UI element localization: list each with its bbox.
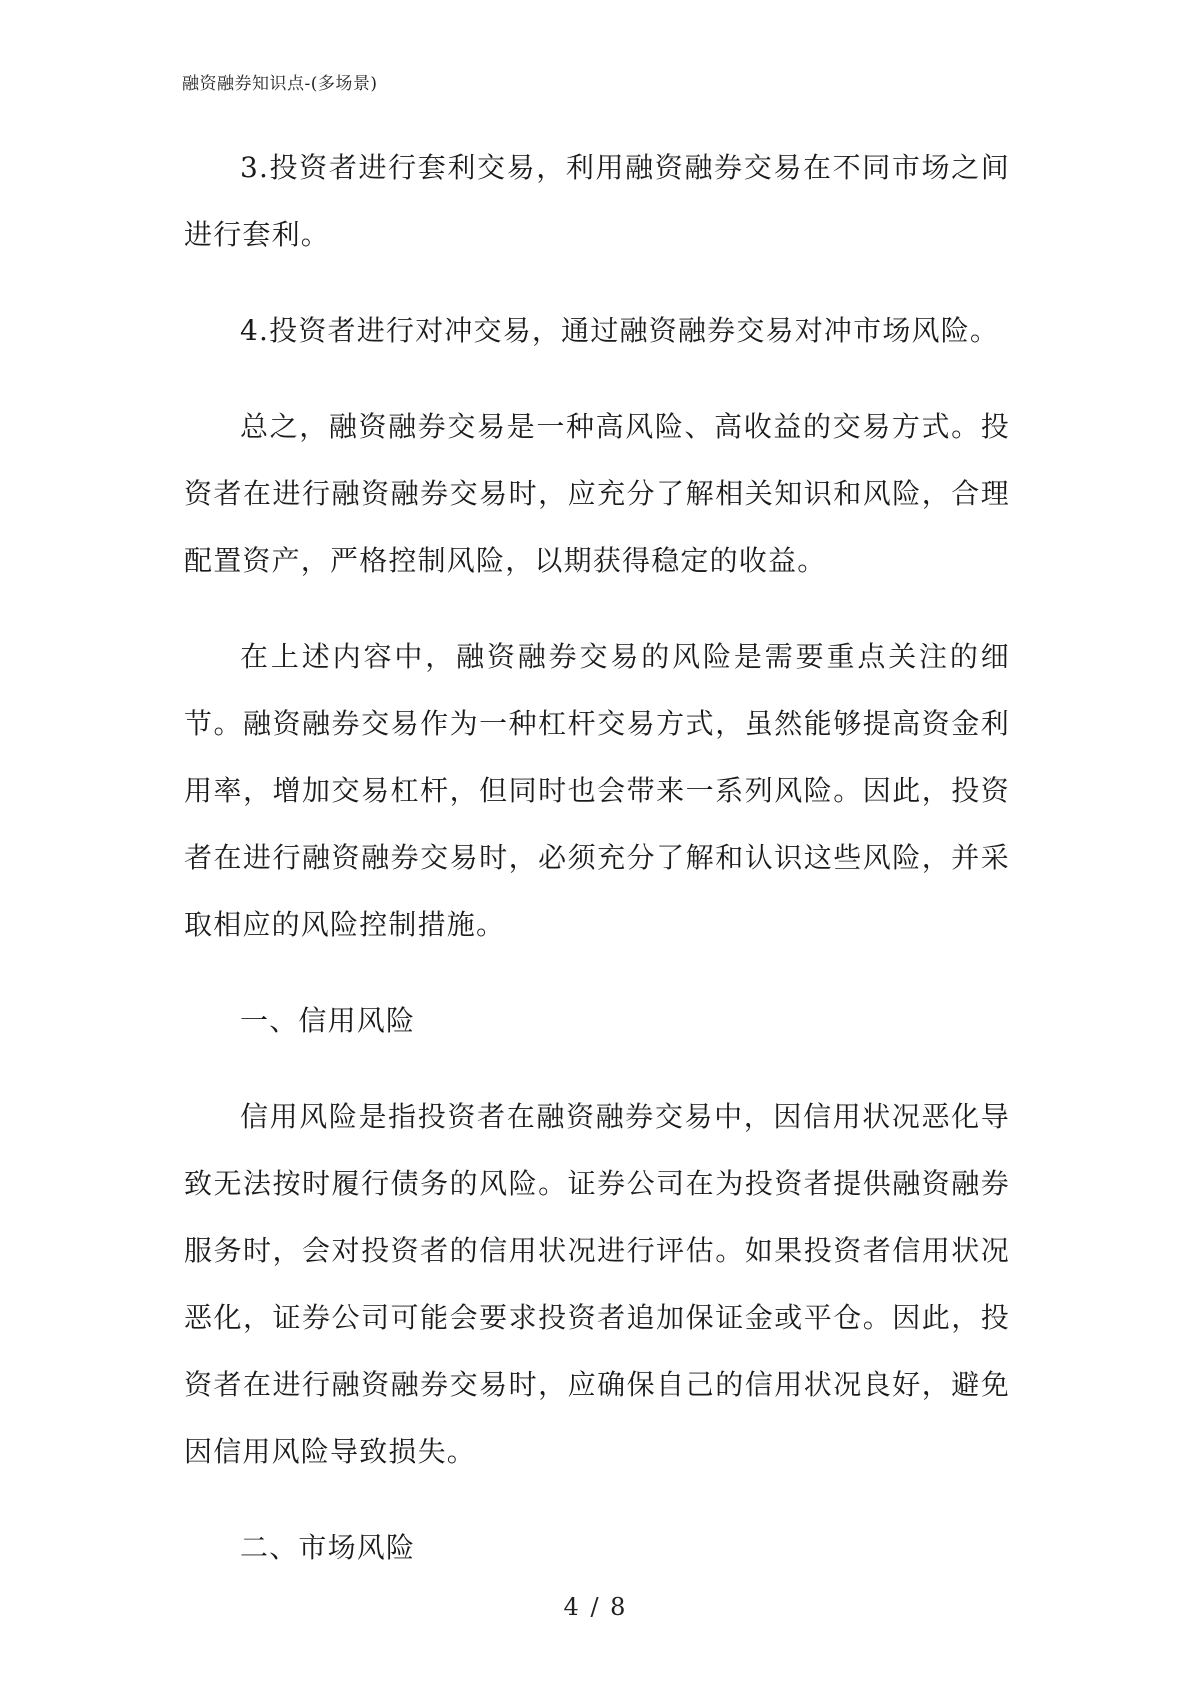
page-header-title: 融资融券知识点-(多场景): [182, 74, 378, 94]
page-number: 4 / 8: [563, 1593, 628, 1621]
paragraph-risk-focus: 在上述内容中，融资融券交易的风险是需要重点关注的细节。融资融券交易作为一种杠杆交易方式，虽然能够提高资金利用率，增加交易杠杆，但同时也会带来一系列风险。因此，投资者在进行融资融券交易时，必须充分了解和认识这些风险，并采取相应的风险控制措施。: [184, 640, 1010, 941]
paragraph-credit-risk: 信用风险是指投资者在融资融券交易中，因信用状况恶化导致无法按时履行债务的风险。证券公司在为投资者提供融资融券服务时，会对投资者的信用状况进行评估。如果投资者信用状况恶化，证券公司可能会要求投资者追加保证金或平仓。因此，投资者在进行融资融券交易时，应确保自己的信用状况良好，避免因信用风险导致损失。: [184, 1100, 1010, 1468]
paragraph-hedging: 4.投资者进行对冲交易，通过融资融券交易对冲市场风险。: [240, 314, 1000, 347]
section-heading-market-risk: 二、市场风险: [240, 1531, 416, 1564]
section-heading-credit-risk: 一、信用风险: [240, 1004, 416, 1037]
paragraph-summary: 总之，融资融券交易是一种高风险、高收益的交易方式。投资者在进行融资融券交易时，应充分了解相关知识和风险，合理配置资产，严格控制风险，以期获得稳定的收益。: [184, 410, 1010, 577]
document-body: [184, 134, 1010, 1610]
paragraph-arbitrage: 3.投资者进行套利交易，利用融资融券交易在不同市场之间进行套利。: [184, 151, 1010, 251]
